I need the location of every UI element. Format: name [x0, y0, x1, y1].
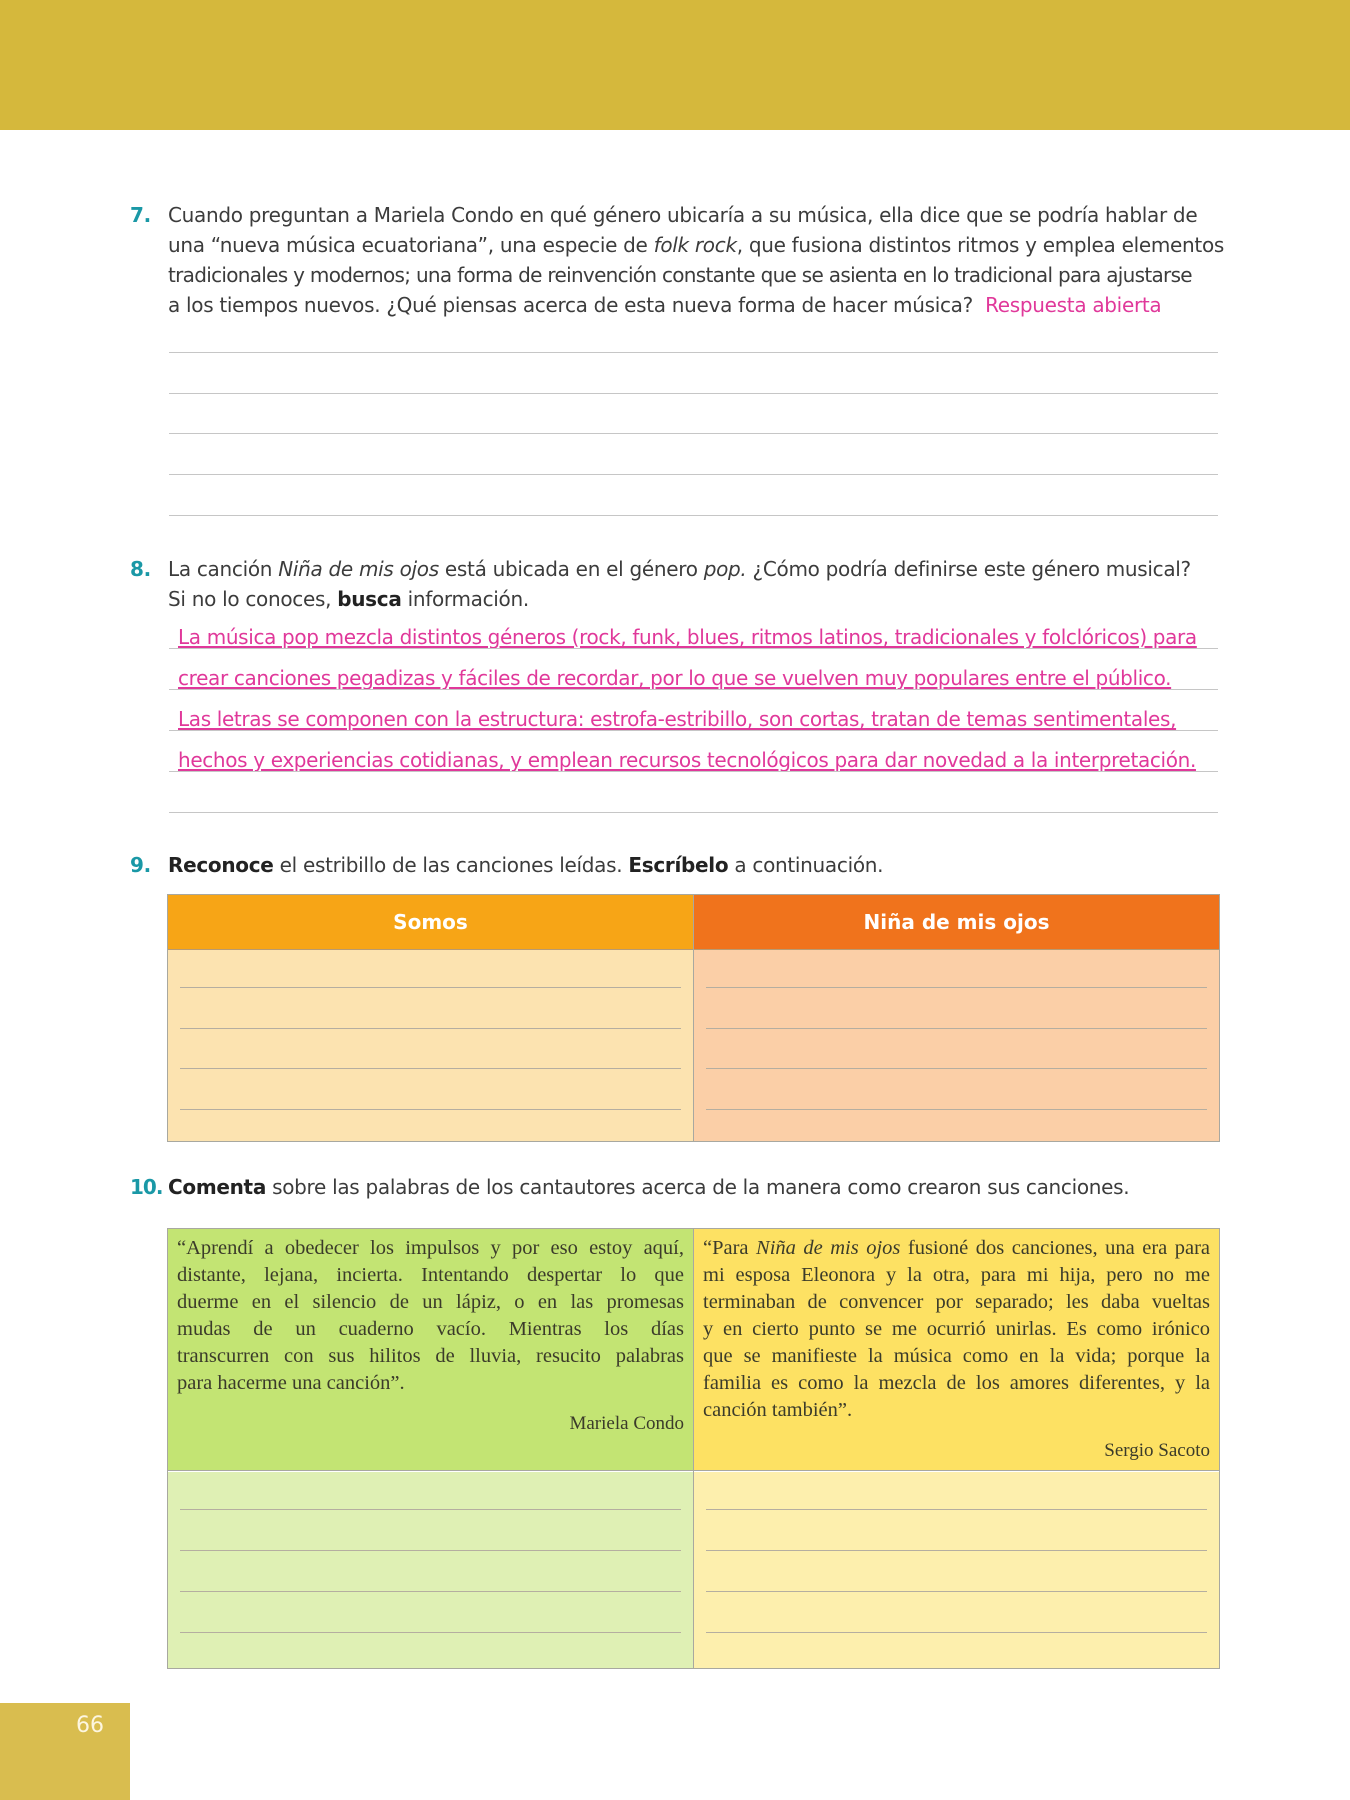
question-10-text: Comenta sobre las palabras de los cantautores acerca de la manera como crearon sus canciones.: [168, 1175, 1130, 1199]
answer-line[interactable]: [180, 1550, 681, 1551]
header-band: [0, 0, 1350, 130]
question-7: [130, 200, 1224, 320]
answer-line[interactable]: [180, 1028, 681, 1029]
quote-column-sergio-sacoto: [694, 1229, 1219, 1668]
column-header-nina-de-mis-ojos: Niña de mis ojos: [694, 895, 1219, 950]
quote-author: Sergio Sacoto: [1104, 1440, 1210, 1461]
answer-line[interactable]: [706, 1550, 1207, 1551]
quote-cell: [694, 1229, 1219, 1471]
answer-line[interactable]: [706, 1591, 1207, 1592]
answer-line[interactable]: [706, 1028, 1207, 1029]
answer-line[interactable]: [180, 1068, 681, 1069]
question-10: [130, 1172, 1220, 1202]
answer-line[interactable]: [169, 352, 1218, 353]
answer-line[interactable]: [169, 515, 1218, 516]
answer-line[interactable]: [180, 1632, 681, 1633]
answer-line[interactable]: [169, 433, 1218, 434]
question-number: 9.: [130, 853, 151, 877]
chorus-table: [167, 894, 1220, 1142]
answer-line[interactable]: [180, 987, 681, 988]
column-header-somos: Somos: [168, 895, 693, 950]
question-8: [130, 554, 1220, 614]
question-9: [130, 850, 1220, 880]
answer-line[interactable]: [169, 689, 1218, 690]
answer-text: Respuesta abierta: [985, 293, 1162, 317]
answer-line[interactable]: [180, 1591, 681, 1592]
chorus-column-somos: [168, 895, 694, 1141]
answer-line[interactable]: [169, 730, 1218, 731]
page-number-box: [0, 1703, 130, 1800]
question-8-text: La canción Niña de mis ojos está ubicada en el género pop. ¿Cómo podría definirse este género musical? Si no lo conoces, busca información.: [168, 557, 1191, 611]
answer-line[interactable]: [180, 1509, 681, 1510]
question-7-text: Cuando preguntan a Mariela Condo en qué género ubicaría a su música, ella dice que se podría hablar de una “nueva música ecuatoriana”, una especie de folk rock, que fusiona distintos ritmos y emplea elementos tradicionales y modernos; una forma de reinvención constante que se asienta en lo tradicional para ajustarse a los tiempos nuevos. ¿Qué piensas acerca de esta nueva forma de hacer música? Respuesta abierta: [168, 203, 1224, 317]
question-number: 10.: [130, 1175, 163, 1199]
answer-text-line: crear canciones pegadizas y fáciles de recordar, por lo que se vuelven muy populares entre el público.: [178, 666, 1172, 690]
chorus-column-nina-de-mis-ojos: [694, 895, 1219, 1141]
page-number: 66: [76, 1713, 104, 1738]
answer-line[interactable]: [706, 987, 1207, 988]
quote-text: “Para Niña de mis ojos fusioné dos canciones, una era para mi esposa Eleonora y la otra, para mi hija, pero no me terminaban de convencer por separado; les daba vueltas y en cierto punto se me ocurrió unirlas. Es como irónico que se manifieste la música como en la vida; porque la familia es como la mezcla de los amores diferentes, y la canción también”.: [703, 1237, 1211, 1421]
comment-area: [168, 1472, 693, 1668]
answer-line[interactable]: [169, 474, 1218, 475]
question-number: 7.: [130, 203, 151, 227]
quote-author: Mariela Condo: [569, 1413, 684, 1434]
answer-line[interactable]: [169, 771, 1218, 772]
quotes-table: [167, 1228, 1220, 1669]
answer-line[interactable]: [706, 1632, 1207, 1633]
answer-line[interactable]: [706, 1109, 1207, 1110]
comment-area: [694, 1472, 1219, 1668]
answer-text-line: La música pop mezcla distintos géneros (rock, funk, blues, ritmos latinos, tradicionales y folclóricos) para: [178, 625, 1197, 649]
answer-line[interactable]: [169, 812, 1218, 813]
question-number: 8.: [130, 557, 151, 581]
answer-line[interactable]: [169, 393, 1218, 394]
answer-text-line: Las letras se componen con la estructura: estrofa-estribillo, son cortas, tratan de temas sentimentales,: [178, 707, 1177, 731]
quote-cell: [168, 1229, 693, 1471]
answer-text-line: hechos y experiencias cotidianas, y emplean recursos tecnológicos para dar novedad a la interpretación.: [178, 748, 1196, 772]
answer-line[interactable]: [706, 1068, 1207, 1069]
question-9-text: Reconoce el estribillo de las canciones leídas. Escríbelo a continuación.: [168, 853, 884, 877]
quote-text: “Aprendí a obedecer los impulsos y por eso estoy aquí, distante, lejana, incierta. Intentando despertar lo que duerme en el silencio de un lápiz, o en las promesas mudas de un cuaderno vacío. Mientras los días transcurren con sus hilitos de lluvia, resucito palabras para hacerme una canción”.: [177, 1237, 684, 1394]
answer-line[interactable]: [169, 648, 1218, 649]
quote-column-mariela-condo: [168, 1229, 694, 1668]
answer-line[interactable]: [706, 1509, 1207, 1510]
answer-line[interactable]: [180, 1109, 681, 1110]
